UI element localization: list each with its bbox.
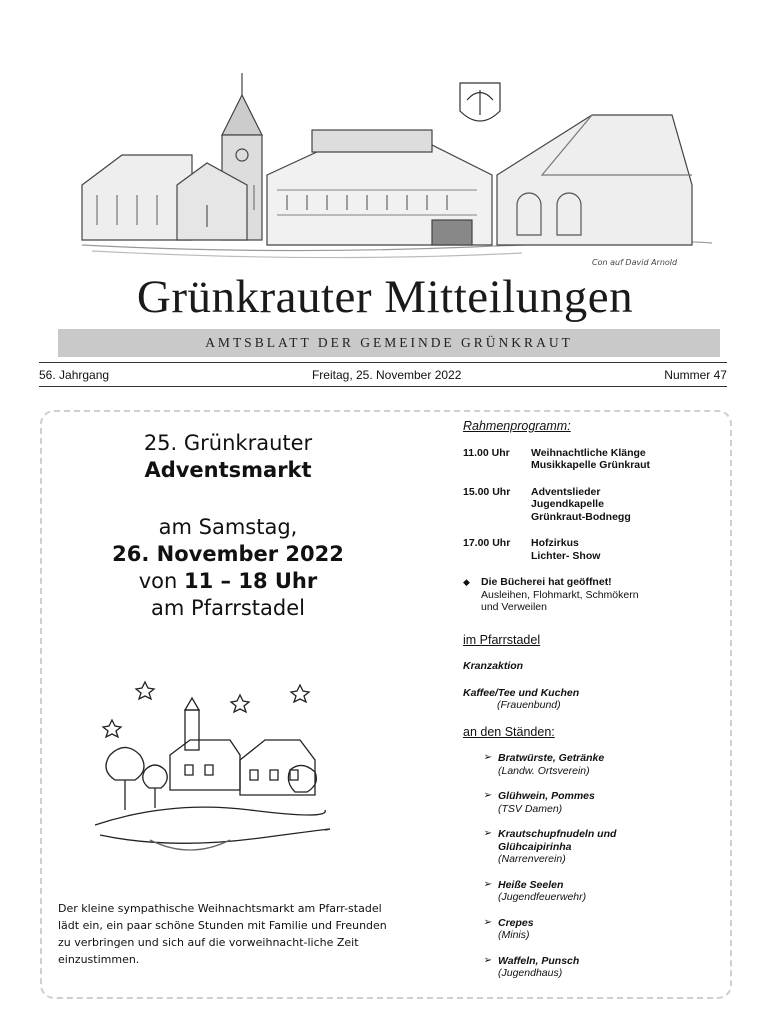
stand-by: (Jugendfeuerwehr) — [498, 891, 587, 903]
program-line: Musikkapelle Grünkraut — [531, 459, 651, 471]
stadel-item-by: (Frauenbund) — [497, 699, 561, 711]
arrow-bullet-icon: ➢ — [483, 752, 492, 763]
event-title-line1: 25. Grünkrauter — [143, 431, 313, 455]
issue-number: Nummer 47 — [664, 368, 727, 382]
event-time-line — [58, 568, 398, 595]
subtitle-banner — [58, 329, 720, 357]
newsletter-title: Grünkrauter Mitteilungen — [136, 271, 634, 323]
program-item — [463, 486, 713, 524]
event-day: am Samstag, — [158, 515, 298, 539]
event-time: 11 – 18 Uhr — [184, 569, 318, 593]
stadel-item-name: Kaffee/Tee und Kuchen — [463, 686, 580, 699]
program-line: Weihnachtliche Klänge — [531, 446, 646, 459]
program-line: Grünkraut-Bodnegg — [531, 510, 631, 523]
arrow-bullet-icon: ➢ — [483, 878, 492, 890]
stand-by: (Landw. Ortsverein) — [498, 764, 590, 777]
stand-item — [463, 790, 713, 815]
stand-name: Glühwein, Pommes — [498, 790, 595, 802]
program-time: 17.00 Uhr — [463, 537, 511, 549]
stand-item — [463, 752, 713, 777]
program-line: Hofzirkus — [531, 537, 579, 549]
library-line: und Verweilen — [481, 601, 547, 613]
event-title-line2: Adventsmarkt — [144, 458, 312, 482]
stand-by: (Minis) — [498, 929, 530, 941]
stand-by: (TSV Damen) — [498, 802, 563, 815]
stand-item — [463, 917, 713, 942]
program-desc — [531, 537, 600, 562]
star-icon — [103, 720, 121, 737]
event-description: Der kleine sympathische Weihnachtsmarkt am Pfarr-stadel lädt ein, ein paar schöne Stunden mit Familie und Freunden zu verbringen und sich auf die vorweihnacht-liche Zeit einzustimmen. — [58, 902, 387, 966]
event-date: 26. November 2022 — [112, 542, 344, 566]
program-line: Jugendkapelle — [531, 498, 604, 510]
diamond-bullet-icon: ◆ — [463, 577, 470, 587]
library-line: Ausleihen, Flohmarkt, Schmökern — [481, 588, 639, 601]
event-location: am Pfarrstadel — [151, 596, 305, 620]
arrow-bullet-icon: ➢ — [483, 828, 492, 839]
star-icon — [231, 695, 249, 712]
library-notice — [463, 576, 713, 614]
library-title: Die Bücherei hat geöffnet! — [481, 576, 612, 588]
stadel-item-name: Kranzaktion — [463, 660, 524, 672]
header-rule-bottom — [39, 386, 727, 387]
stand-name: Bratwürste, Getränke — [498, 752, 605, 764]
program-column — [463, 420, 713, 993]
program-time: 11.00 Uhr — [463, 446, 510, 459]
star-icon — [136, 682, 154, 699]
stand-by: (Jugendhaus) — [498, 967, 563, 979]
issue-date: Freitag, 25. November 2022 — [311, 368, 462, 382]
pfarrstadel-heading: im Pfarrstadel — [463, 632, 541, 647]
program-line: Adventslieder — [531, 485, 601, 498]
stand-item — [463, 955, 713, 980]
masthead-village-illustration — [72, 55, 722, 275]
stand-item — [463, 828, 713, 866]
stand-name: Krautschupfnudeln und — [498, 828, 617, 840]
event-announcement — [58, 430, 398, 622]
winter-village-sketch — [90, 660, 330, 870]
issue-volume: 56. Jahrgang — [39, 368, 110, 382]
stand-name: Waffeln, Punsch — [498, 954, 580, 967]
arrow-bullet-icon: ➢ — [483, 954, 492, 966]
program-desc — [531, 447, 650, 472]
arrow-bullet-icon: ➢ — [483, 790, 492, 801]
program-desc — [531, 486, 631, 524]
stand-name: Heiße Seelen — [498, 878, 564, 891]
artist-signature: Con auf David Arnold — [592, 258, 678, 267]
stand-name: Crepes — [498, 916, 534, 929]
stadel-item — [463, 687, 713, 712]
staende-heading: an den Ständen: — [463, 724, 555, 739]
newsletter-subtitle: AMTSBLATT DER GEMEINDE GRÜNKRAUT — [205, 335, 573, 350]
stand-name-line2: Glühcaipirinha — [498, 840, 572, 853]
issue-info-line — [39, 368, 727, 382]
stand-by: (Narrenverein) — [498, 853, 566, 865]
program-item — [463, 537, 713, 562]
program-line: Lichter- Show — [531, 549, 601, 562]
program-heading: Rahmenprogramm: — [463, 419, 571, 433]
header-rule-top — [39, 362, 727, 363]
event-time-prefix: von — [138, 569, 184, 593]
program-item — [463, 447, 713, 472]
arrow-bullet-icon: ➢ — [483, 916, 492, 928]
program-time: 15.00 Uhr — [463, 485, 511, 498]
star-icon — [291, 685, 309, 702]
stand-item — [463, 879, 713, 904]
stadel-item — [463, 660, 713, 673]
